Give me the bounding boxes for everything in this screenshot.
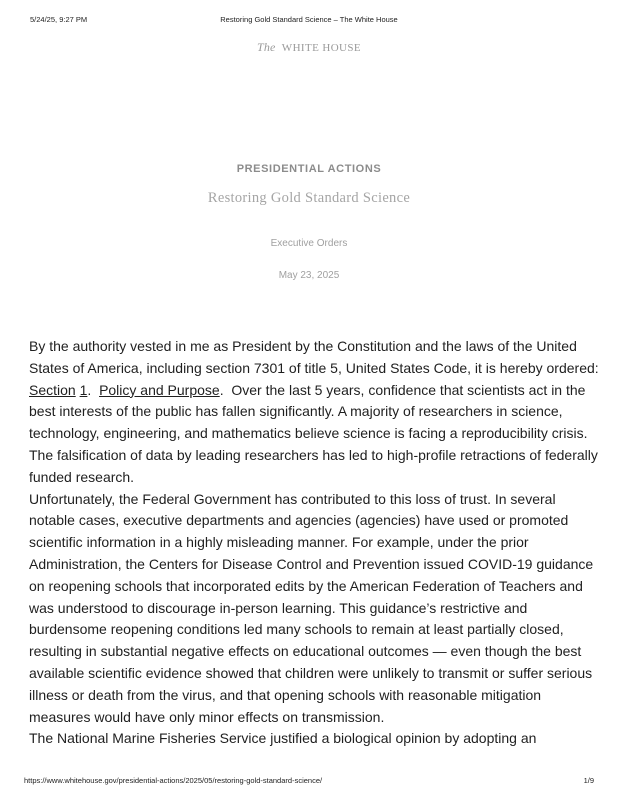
article-category[interactable]: PRESIDENTIAL ACTIONS (236, 163, 382, 175)
body-paragraph-3: The National Marine Fisheries Service justified a biological opinion by adopting an (29, 730, 537, 747)
print-header-title: Restoring Gold Standard Science – The White House (220, 15, 398, 24)
section-word: Section (29, 381, 76, 398)
article-date: May 23, 2025 (278, 270, 340, 281)
body-paragraph-2: Unfortunately, the Federal Government has contributed to this loss of trust. In several notable cases, executive departments and agencies (agencies) have used or promoted scientific information in a highly misleading manner. For example, under the prior Administration, the Centers for Disease Control and Prevention issued COVID-19 guidance on reopening schools that incorporated edits by the American Federation of Teachers and was understood to discourage in-person learning. This guidance’s restrictive and burdensome reopening conditions led many schools to remain at least partially closed, resulting in substantial negative effects on educational outcomes — even though the best available scientific evidence showed that children were unlikely to transmit or suffer serious illness or death from the virus, and that opening schools with reasonable mitigation measures would have only minor effects on transmission. (29, 490, 594, 725)
article-type[interactable]: Executive Orders (270, 238, 348, 249)
section-1-text: Over the last 5 years, confidence that scientists act in the best interests of the public has fallen significantly. A majority of researchers in science, technology, engineering, and mathematics believe science is facing a reproducibility crisis. The falsification of data by leading researchers has led to high-profile retractions of federally funded research. (29, 381, 598, 485)
section-heading: Policy and Purpose (99, 381, 220, 398)
section-number: 1 (79, 381, 88, 398)
logo-the: The (256, 40, 276, 54)
intro-paragraph: By the authority vested in me as President by the Constitution and the laws of the United States of America, including section 7301 of title 5, United States Code, it is hereby ordered: (29, 338, 599, 376)
logo-name: WHITE HOUSE (281, 42, 362, 54)
print-footer-page: 1/9 (583, 776, 594, 785)
article-body (29, 336, 599, 750)
print-footer-url: https://www.whitehouse.gov/presidential-actions/2025/05/restoring-gold-standard-science/ (24, 776, 323, 785)
print-header-date: 5/24/25, 9:27 PM (30, 15, 88, 24)
white-house-logo[interactable] (0, 40, 618, 55)
section-1-paragraph: Section 1. Policy and Purpose. Over the last 5 years, confidence that scientists act in the best interests of the public has fallen significantly. A majority of researchers in science, technology, engineering, and mathematics believe science is facing a reproducibility crisis. The falsification of data by leading researchers has led to high-profile retractions of federally funded research. (29, 381, 598, 485)
page-title: Restoring Gold Standard Science (207, 190, 411, 206)
